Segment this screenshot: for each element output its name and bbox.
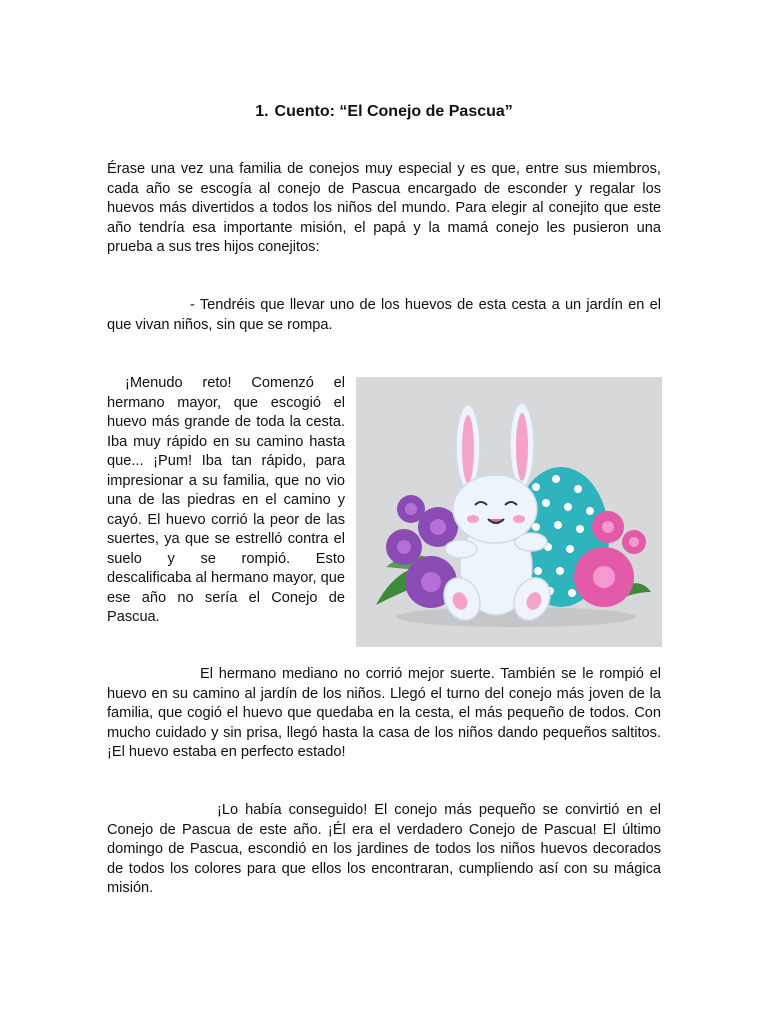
paragraph-ending: ¡Lo había conseguido! El conejo más pequeño se convirtió en el Conejo de Pascua de este año. ¡Él era el verdadero Conejo de Pascua! El último domingo de Pascua, escondió en los jardines de todos los niños huevos decorados de todos los colores para que ellos los encontraran, cumpliendo así con su mágica misión. <box>107 802 661 896</box>
paragraph-middle-and-youngest: El hermano mediano no corrió mejor suerte. También se le rompió el huevo en su camino al jardín de los niños. Llegó el turno del conejo más joven de la familia, que cogió el huevo que quedaba en la cesta, el más pequeño de todos. Con mucho cuidado y sin prisa, llegó hasta la casa de los niños dando pequeños saltitos. ¡El huevo estaba en perfecto estado! <box>107 666 661 760</box>
paragraph-intro: Érase una vez una familia de conejos muy especial y es que, entre sus miembros, cada año se escogía al conejo de Pascua encargado de esconder y regalar los huevos más divertidos a todos los niños del mundo. Para elegir al conejito que este año tendría esa importante misión, el papá y la mamá conejo les pusieron una prueba a sus tres hijos conejitos: <box>107 161 661 255</box>
paragraph-dialogue: - Tendréis que llevar uno de los huevos de esta cesta a un jardín en el que vivan niños, sin que se rompa. <box>107 297 661 333</box>
story-title <box>0 103 768 121</box>
easter-bunny-illustration <box>356 377 662 647</box>
easter-bunny-icon <box>356 377 662 647</box>
paragraph-older-brother: ¡Menudo reto! Comenzó el hermano mayor, que escogió el huevo más grande de toda la cesta. Iba muy rápido en su camino hasta que... ¡Pum! Iba tan rápido, para impresionar a su familia, que no vio una de las piedras en el camino y cayó. El huevo corrió la peor de las suertes, ya que se estrelló contra el suelo y se rompió. Esto descalificaba al hermano mayor, que ese año no sería el Conejo de Pascua. <box>107 375 345 625</box>
title-text: Cuento: “El Conejo de Pascua” <box>274 102 513 120</box>
title-number: 1. <box>255 102 269 120</box>
